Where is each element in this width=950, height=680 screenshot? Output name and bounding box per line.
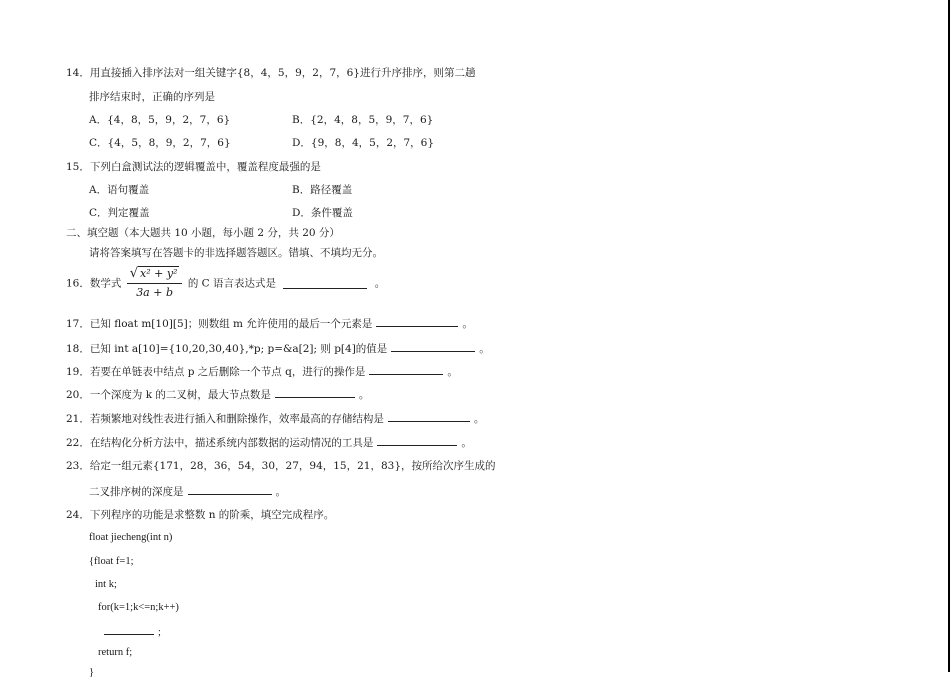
q19-text: 19．若要在单链表中结点 p 之后删除一个节点 q，进行的操作是 (66, 366, 366, 378)
q16-denominator: 3a + b (136, 286, 173, 299)
q16-prefix: 16．数学式 (66, 277, 122, 290)
q24-stem: 24．下列程序的功能是求整数 n 的阶乘，填空完成程序。 (66, 509, 335, 521)
q14-option-a: A．{4，8，5，9，2，7，6} (89, 114, 231, 126)
q16 (66, 266, 385, 301)
q21-text: 21．若频繁地对线性表进行插入和删除操作，效率最高的存储结构是 (66, 413, 384, 425)
q23-text: 二叉排序树的深度是 (89, 486, 184, 498)
q21-end: 。 (473, 413, 485, 425)
q20-text: 20．一个深度为 k 的二叉树，最大节点数是 (66, 389, 271, 401)
code-line-3: int k; (95, 579, 117, 590)
q17-text: 17．已知 float m[10][5]；则数组 m 允许使用的最后一个元素是 (66, 318, 373, 330)
q17-answer-blank[interactable] (376, 316, 458, 327)
q21-answer-blank[interactable] (388, 411, 470, 422)
q16-fraction: $\frac{\text{√ x² + y²}}{3a + b}$ (127, 266, 183, 301)
section-note: 请将答案填写在答题卡的非选择题答题区。错填、不填均无分。 (89, 247, 383, 259)
code-line-2: {float f=1; (89, 556, 134, 567)
q22-end: 。 (461, 437, 472, 449)
code-line-7: } (89, 667, 95, 678)
q16-end: 。 (374, 277, 386, 290)
q23-answer-blank[interactable] (188, 484, 272, 495)
q16-numerator: x² + y² (140, 267, 178, 280)
q14-option-d: D．{9，8，4，5，2，7，6} (292, 137, 435, 149)
q15-option-a: A．语句覆盖 (89, 184, 150, 196)
q23-line2 (89, 484, 286, 499)
q21 (66, 411, 484, 426)
code-line-1: float jiecheng(int n) (89, 532, 173, 543)
q19 (66, 364, 458, 379)
section-title: 二、填空题（本大题共 10 小题，每小题 2 分，共 20 分） (66, 227, 340, 239)
q14-stem-line1: 14．用直接插入排序法对一组关键字{8，4，5，9，2，7，6}进行升序排序，则第二趟 (66, 67, 476, 79)
q14-option-b: B．{2，4，8，5，9，7，6} (292, 114, 434, 126)
code-line-4: for(k=1;k<=n;k++) (98, 602, 179, 613)
q18-answer-blank[interactable] (391, 341, 475, 352)
code-line-5 (104, 624, 161, 640)
q22 (66, 435, 472, 450)
q14-stem-line2: 排序结束时，正确的序列是 (89, 91, 215, 103)
code-line-6: return f; (98, 647, 133, 658)
q22-text: 22．在结构化分析方法中，描述系统内部数据的运动情况的工具是 (66, 437, 374, 449)
q19-end: 。 (447, 366, 458, 378)
q23-end: 。 (275, 486, 286, 498)
q16-suffix: 的 C 语言表达式是 (187, 277, 277, 290)
q18-end: 。 (479, 343, 490, 355)
q15-option-c: C．判定覆盖 (89, 207, 150, 219)
q18-text: 18．已知 int a[10]={10,20,30,40},*p; p=&a[2]; 则 p[4]的值是 (66, 343, 388, 355)
q20 (66, 387, 369, 402)
q24-answer-blank[interactable] (104, 624, 154, 635)
q18 (66, 341, 490, 356)
q19-answer-blank[interactable] (369, 364, 443, 375)
q23-line1: 23．给定一组元素{171，28，36，54，30，27，94，15，21，83}，按所给次序生成的 (66, 460, 496, 472)
q15-option-d: D．条件覆盖 (292, 207, 353, 219)
q14-option-c: C．{4，5，8，9，2，7，6} (89, 137, 231, 149)
code-semicolon: ; (158, 627, 161, 638)
q20-end: 。 (358, 389, 370, 401)
q17 (66, 316, 473, 331)
q16-answer-blank[interactable] (283, 278, 367, 289)
q15-option-b: B．路径覆盖 (292, 184, 353, 196)
q22-answer-blank[interactable] (377, 435, 457, 446)
q17-end: 。 (462, 318, 473, 330)
q20-answer-blank[interactable] (275, 387, 355, 398)
q15-stem: 15．下列白盒测试法的逻辑覆盖中，覆盖程度最强的是 (66, 161, 321, 173)
